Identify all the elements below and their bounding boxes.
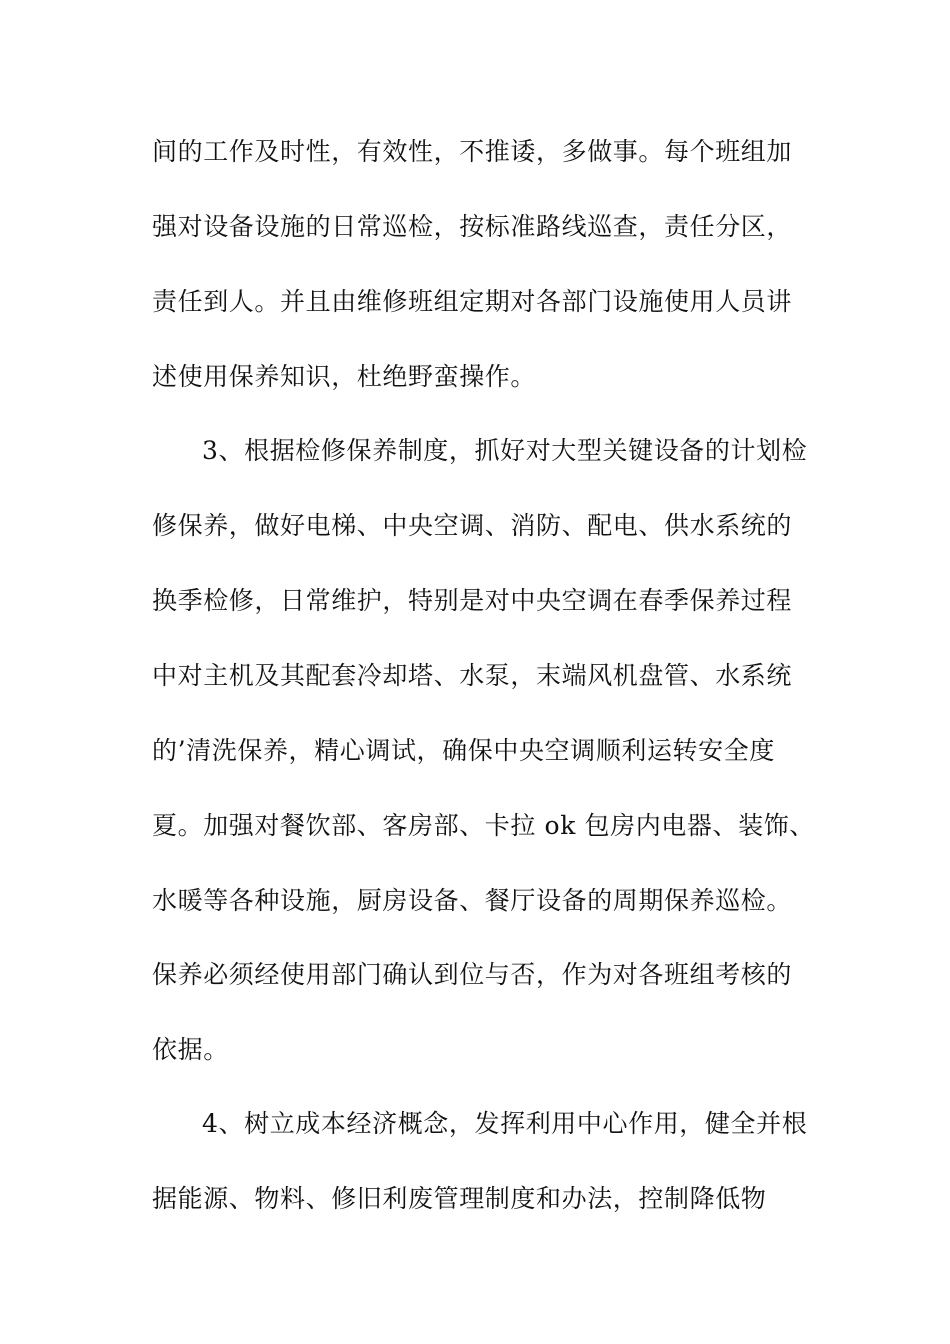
text-line: 据能源、物料、修旧利废管理制度和办法，控制降低物 <box>152 1184 767 1213</box>
text-line: 间的工作及时性，有效性，不推诿，多做事。每个班组加 <box>152 137 793 166</box>
text-line: 保养必须经使用部门确认到位与否，作为对各班组考核的 <box>152 960 793 989</box>
text-line: 水暖等各种设施，厨房设备、餐厅设备的周期保养巡检。 <box>152 886 793 915</box>
text-line: 换季检修，日常维护，特别是对中央空调在春季保养过程 <box>152 586 793 615</box>
text-line: 的’清洗保养，精心调试，确保中央空调顺利运转安全度 <box>152 736 775 765</box>
paragraph-start-line: 4、树立成本经济概念，发挥利用中心作用，健全并根 <box>202 1109 808 1138</box>
paragraph-start-line: 3、根据检修保养制度，抓好对大型关键设备的计划检 <box>202 436 808 465</box>
text-line: 强对设备设施的日常巡检，按标准路线巡查，责任分区， <box>152 212 793 241</box>
text-line: 夏。加强对餐饮部、客房部、卡拉 ok 包房内电器、装饰、 <box>152 811 815 840</box>
text-line: 修保养，做好电梯、中央空调、消防、配电、供水系统的 <box>152 511 793 540</box>
text-line: 责任到人。并且由维修班组定期对各部门设施使用人员讲 <box>152 287 793 316</box>
text-line: 述使用保养知识，杜绝野蛮操作。 <box>152 362 537 391</box>
text-line: 中对主机及其配套冷却塔、水泵，末端风机盘管、水系统 <box>152 661 793 690</box>
text-line: 依据。 <box>152 1035 229 1064</box>
